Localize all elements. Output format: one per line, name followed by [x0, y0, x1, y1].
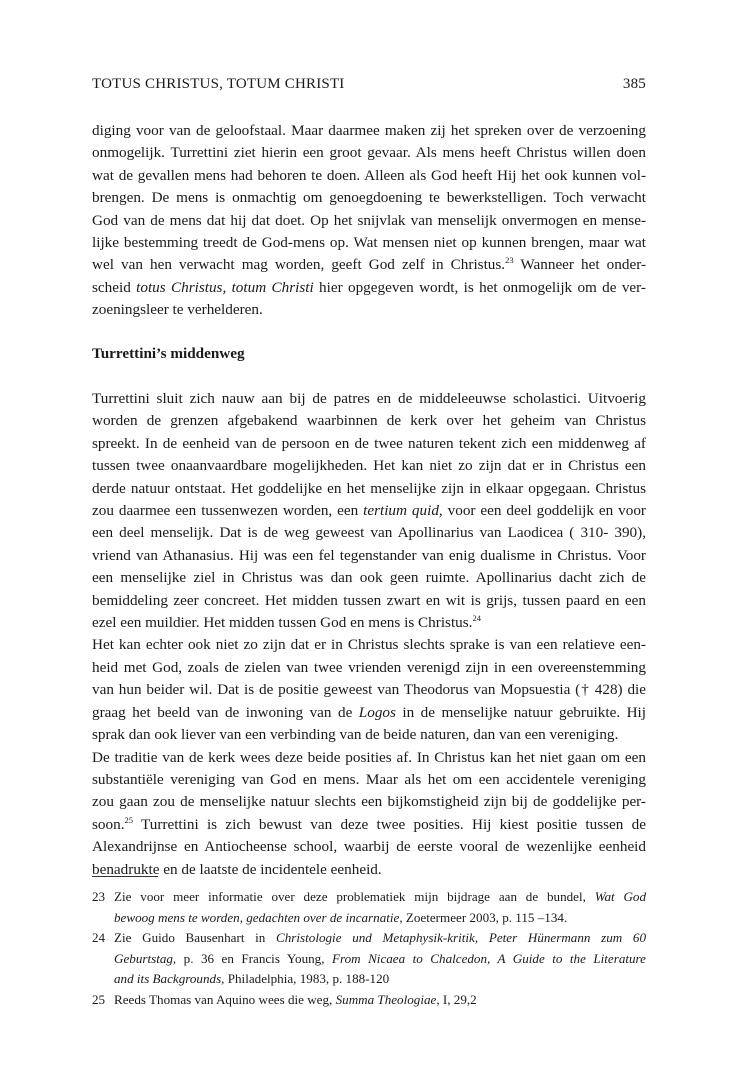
section-heading: Turrettini’s middenweg [92, 345, 245, 362]
italic-text: Geburtstag, [114, 950, 177, 966]
italic-text: Logos [358, 703, 396, 721]
text-run: zou daarmee een tussenwezen worden, een [92, 502, 364, 520]
footnote-line [114, 969, 646, 990]
text-line: benadrukte en de laatste de incidentele eenheid. [92, 860, 382, 878]
text-line: derde natuur ontstaat. Het goddelijke en het menselijke zijn in elkaar opgegaan. Christus [92, 479, 646, 497]
text-run: Zie voor meer informatie over deze problematiek mijn bijdrage aan de bundel, [114, 889, 595, 904]
footnote-ref: 25 [124, 814, 133, 825]
paragraph-intro [92, 120, 646, 322]
footnote [92, 928, 646, 990]
footnote [92, 887, 646, 928]
text-line: heid met God, zoals de zielen van twee vrienden verenigd zijn in een overeenstemming [92, 658, 646, 676]
footnote-number: 25 [92, 991, 106, 1007]
text-line: bemiddeling zeer concreet. Het midden tussen zwart en wit is grijs, tussen paard en een [92, 591, 646, 609]
text-line [92, 814, 646, 836]
text-line: Het kan echter ook niet zo zijn dat er in Christus slechts sprake is van een relatieve een- [92, 636, 646, 654]
text-run: I, 29,2 [439, 991, 477, 1007]
text-run: p. 36 en Francis Young, [176, 950, 332, 966]
running-title: TOTUS CHRISTUS, TOTUM CHRISTI [92, 76, 345, 92]
italic-text: totus Christus, totum Christi [136, 278, 314, 296]
text-line: een deel menselijk. Dat is de weg geweest van Apollinarius van Laodicea ( 310- 390), [92, 524, 646, 542]
text-run: scheid [92, 278, 137, 296]
text-line: Alexandrijnse en Antiocheense school, waarbij de eerste vooral de wezenlijke eenheid [92, 838, 646, 856]
footnote-ref: 24 [472, 613, 481, 624]
footnote-line [114, 928, 646, 949]
text-line [92, 254, 646, 276]
text-run: hier opgegeven wordt, is het onmogelijk om de ver- [313, 278, 646, 296]
text-line [92, 702, 646, 724]
text-line: substantiële vereniging van God en mens. Maar als het om een accidentele vereniging [92, 770, 646, 788]
footnotes [92, 887, 646, 1011]
footnote-line [114, 949, 646, 970]
footnote [92, 990, 646, 1011]
text-line: wat de gevallen mens had behoren te doen. Alleen als God heeft Hij het ook kunnen vol- [92, 166, 646, 184]
footnote-rule [92, 876, 158, 877]
text-run: soon. [92, 815, 125, 833]
text-run: graag het beeld van de inwoning van de [92, 703, 359, 721]
footnote-line [114, 887, 646, 908]
footnote-line [114, 908, 646, 929]
page-number: 385 [622, 76, 646, 92]
text-line: De traditie van de kerk wees deze beide posities af. In Christus kan het niet gaan om een [92, 748, 646, 766]
running-head [92, 76, 646, 93]
text-run: Reeds Thomas van Aquino wees die weg, [114, 991, 336, 1007]
text-run: Zie Guido Bausenhart in [114, 930, 277, 946]
italic-text: Summa Theologiae, [335, 991, 440, 1007]
text-line [92, 724, 646, 746]
text-line: vriend van Athanasius. Hij was een fel tegenstander van enig dualisme in Christus. Voor [92, 546, 646, 564]
text-line: een menselijke ziel in Christus was dan ook geen ruimte. Apollinarius dacht zich de [92, 569, 646, 587]
italic-text: Wat God [594, 889, 646, 904]
italic-text: tertium quid, [363, 502, 443, 520]
italic-text: Christologie und Metaphysik-kritik, Peter Hünermann zum 60 [276, 930, 646, 946]
text-line: zou gaan zou de menselijke natuur slechts een bijkomstigheid zijn bij de goddelijke per- [92, 793, 646, 811]
footnote-number: 23 [92, 889, 106, 904]
text-line: onmogelijk. Turrettini ziet hierin een groot gevaar. Als mens heeft Christus willen doen [92, 144, 646, 162]
text-run: Turrettini is zich bewust van deze twee posities. Hij kiest positie tussen de [133, 815, 646, 833]
italic-text: bewoog mens te worden, gedachten over de incarnatie [114, 909, 400, 925]
text-line [92, 500, 646, 522]
footnote-ref: 23 [505, 255, 514, 266]
italic-text: From Nicaea to Chalcedon, A Guide to the Literature [331, 950, 646, 966]
text-run: sprak dan ook liever van een verbinding van de beide naturen, dan van een vereniging. [92, 726, 619, 744]
footnote-number: 24 [92, 930, 106, 946]
text-run: ezel een muildier. Het midden tussen God en mens is Christus. [92, 614, 473, 632]
text-run: in de menselijke natuur gebruikte. Hij [395, 703, 646, 721]
text-run: voor een deel goddelijk en voor [442, 502, 646, 520]
text-line: spreekt. In de eenheid van de persoon en de twee naturen tekent zich een middenweg af [92, 434, 646, 452]
text-line: van hun beider wil. Dat is de positie geweest van Theodorus van Mopsuestia († 428) die [92, 681, 646, 699]
text-line: diging voor van de geloofstaal. Maar daarmee maken zij het spreken over de verzoening [92, 122, 646, 139]
text-line: lijke bestemming treedt de God-mens op. Wat mensen niet op kunnen brengen, maar wat [92, 234, 646, 252]
text-line: Turrettini sluit zich nauw aan bij de patres en de middeleeuwse scholastici. Uitvoerig [92, 390, 646, 407]
footnote-line [114, 990, 646, 1011]
paragraph-middenweg [92, 388, 646, 881]
text-line: brengen. De mens is onmachtig om genoegdoening te bewerkstelligen. Toch verwacht [92, 189, 646, 207]
text-line: worden de grenzen afgebakend waarbinnen de kerk over het geheim van Christus [92, 412, 646, 430]
text-run: Wanneer het onder- [513, 256, 647, 274]
text-line [92, 612, 646, 634]
text-line: zoeningsleer te verhelderen. [92, 301, 263, 319]
text-line: God van de mens dat hij dat doet. Op het snijvlak van menselijk onvermogen en mense- [92, 211, 646, 229]
italic-text: and its Backgrounds, [114, 971, 225, 987]
text-line: tussen twee onaanvaardbare mogelijkheden. Het kan niet zo zijn dat er in Christus een [92, 457, 646, 475]
text-run: wel van hen verwacht mag worden, geeft God zelf in Christus. [92, 256, 506, 274]
text-run: , Zoetermeer 2003, p. 115 –134. [399, 909, 568, 925]
text-line [92, 277, 646, 299]
text-run: Philadelphia, 1983, p. 188-120 [224, 971, 390, 987]
